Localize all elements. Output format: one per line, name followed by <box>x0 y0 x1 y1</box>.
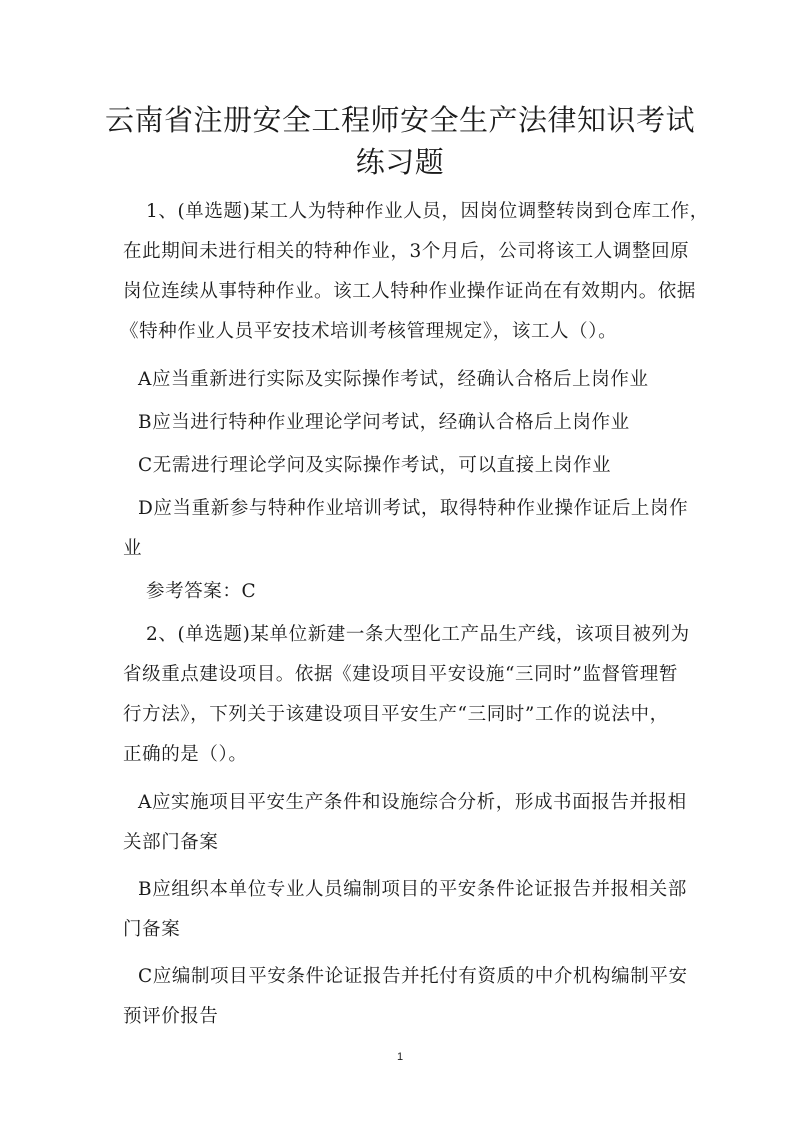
option-b-continued: 门备案 <box>123 919 181 940</box>
question-stem-line: 在此期间未进行相关的特种作业，3个月后，公司将该工人调整回原 <box>123 241 690 262</box>
question-stem-line: 行方法》，下列关于该建设项目平安生产“三同时”工作的说法中， <box>123 704 669 725</box>
question-stem-line: 《特种作业人员平安技术培训考核管理规定》，该工人（）。 <box>120 321 618 342</box>
question-stem-line: 2、(单选题)某单位新建一条大型化工产品生产线，该项目被列为 <box>146 624 690 645</box>
page-number: 1 <box>396 1051 404 1063</box>
option-b: B应组织本单位专业人员编制项目的平安条件论证报告并报相关部 <box>138 879 687 900</box>
option-c: C无需进行理论学问及实际操作考试，可以直接上岗作业 <box>138 455 612 476</box>
question-stem-line: 岗位连续从事特种作业。该工人特种作业操作证尚在有效期内。依据 <box>123 281 697 302</box>
option-d-continued: 业 <box>123 538 143 559</box>
question-stem-line: 正确的是（）。 <box>123 744 248 765</box>
answer-line: 参考答案：C <box>146 581 257 602</box>
option-a: A应实施项目平安生产条件和设施综合分析，形成书面报告并报相 <box>138 792 687 813</box>
option-a: A应当重新进行实际及实际操作考试，经确认合格后上岗作业 <box>138 369 649 390</box>
option-d: D应当重新参与特种作业培训考试，取得特种作业操作证后上岗作 <box>138 498 689 519</box>
option-c-continued: 预评价报告 <box>123 1006 219 1027</box>
option-c: C应编制项目平安条件论证报告并托付有资质的中介机构编制平安 <box>138 966 688 987</box>
question-stem-line: 省级重点建设项目。依据《建设项目平安设施“三同时”监督管理暂 <box>123 664 678 685</box>
question-stem-line: 1、(单选题)某工人为特种作业人员，因岗位调整转岗到仓库工作， <box>146 201 709 222</box>
option-a-continued: 关部门备案 <box>123 832 219 853</box>
document-title-line-2: 练习题 <box>355 145 445 179</box>
document-title-line-1: 云南省注册安全工程师安全生产法律知识考试 <box>104 103 695 137</box>
option-b: B应当进行特种作业理论学问考试，经确认合格后上岗作业 <box>138 412 630 433</box>
